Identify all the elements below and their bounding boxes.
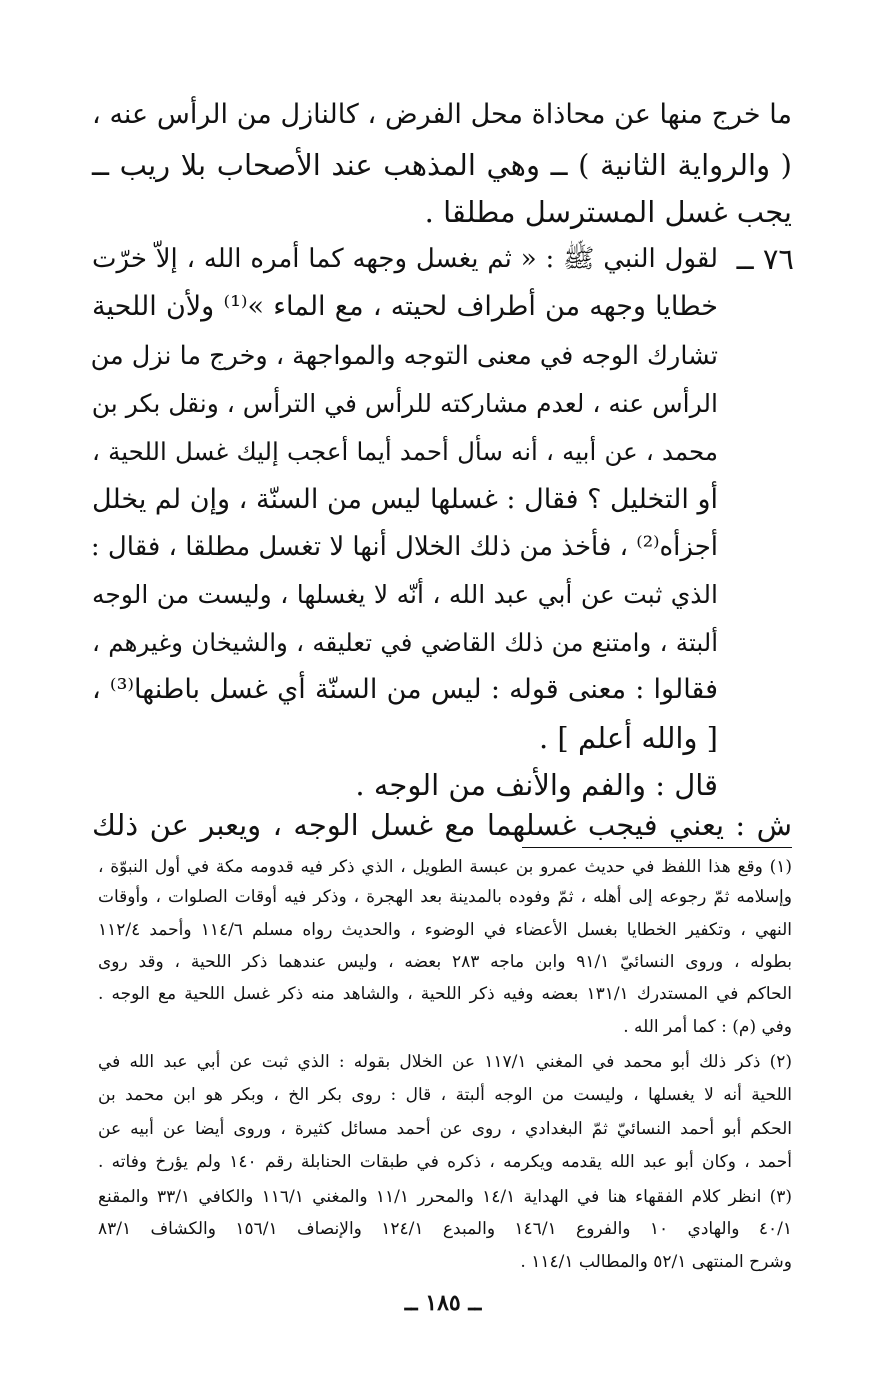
- footnote-line: (٣) انظر كلام الفقهاء هنا في الهداية ١٤/١ والمحرر ١١/١ والمغني ١١٦/١ والكافي ٣٣/١ والمقنع: [98, 1187, 793, 1207]
- main-text-line: [ والله أعلم ] .: [538, 721, 718, 755]
- main-text-line: أجزأه⁽²⁾ ، فأخذ من ذلك الخلال أنها لا تغسل مطلقا ، فقال :: [90, 532, 718, 562]
- footnote-line: وإسلامه ثمّ رجوعه إلى أهله ، ثمّ وفوده بالمدينة بعد الهجرة ، وذكر فيه أوقات الصلوات ، وأوقات: [98, 887, 792, 907]
- footnote-line: (٢) ذكر ذلك أبو محمد في المغني ١١٧/١ عن الخلال بقوله : الذي ثبت عن أبي عبد الله في: [98, 1052, 792, 1072]
- main-text-line: لقول النبي ﷺ : « ثم يغسل وجهه كما أمره الله ، إلاّ خرّت: [92, 244, 718, 274]
- main-text-line: ألبتة ، وامتنع من ذلك القاضي في تعليقه ، والشيخان وغيرهم ،: [92, 628, 718, 657]
- footnote-line: ٤٠/١ والهادي ١٠ والفروع ١٤٦/١ والمبدع ١٢٤/١ والإنصاف ١٥٦/١ والكشاف ٨٣/١: [98, 1219, 793, 1239]
- main-text-line: خطايا وجهه من أطراف لحيته ، مع الماء »⁽¹⁾ ولأن اللحية: [92, 291, 718, 322]
- footnote-separator: [522, 847, 792, 848]
- main-text-line: أو التخليل ؟ فقال : غسلها ليس من السنّة ، وإن لم يخلل: [92, 484, 718, 515]
- main-text-line: ش : يعني فيجب غسلهما مع غسل الوجه ، ويعبر عن ذلك: [92, 808, 792, 842]
- main-text-line: محمد ، عن أبيه ، أنه سأل أحمد أيما أعجب إليك غسل اللحية ،: [92, 437, 718, 466]
- footnote-line: أحمد ، وكان أبو عبد الله يقدمه ويكرمه ، ذكره في طبقات الحنابلة رقم ١٤٠ ولم يؤرخ وفاته .: [98, 1152, 792, 1172]
- footnote-line: وفي (م) : كما أمر الله .: [623, 1017, 792, 1037]
- footnote-line: (١) وقع هذا اللفظ في حديث عمرو بن عبسة الطويل ، الذي ذكر فيه قدومه مكة في أول النبوّة ،: [98, 857, 792, 877]
- footnote-line: اللحية أنه لا يغسلها ، وليست من الوجه ألبتة ، قال : روى بكر الخ ، وبكر هو ابن محمد بن: [98, 1085, 792, 1105]
- main-text-line: ما خرج منها عن محاذاة محل الفرض ، كالنازل من الرأس عنه ،: [92, 99, 792, 130]
- main-text-line: قال : والفم والأنف من الوجه .: [355, 768, 718, 802]
- footnote-line: النهي ، وتكفير الخطايا بغسل الأعضاء في الوضوء ، والحديث رواه مسلم ١١٤/٦ وأحمد ١١٢/٤: [98, 920, 792, 940]
- item-number: ٧٦ ــ: [736, 242, 794, 276]
- main-text-line: ( والرواية الثانية ) ــ وهي المذهب عند الأصحاب بلا ريب ــ: [92, 148, 792, 182]
- page-number: ــ ١٨٥ ــ: [404, 1290, 482, 1316]
- main-text-line: الرأس عنه ، لعدم مشاركته للرأس في الترأس ، ونقل بكر بن: [91, 389, 718, 418]
- footnote-line: الحكم أبو أحمد النسائيّ ثمّ البغدادي ، روى عن أحمد مسائل كثيرة ، وروى أيضا عن أبيه عن: [98, 1119, 792, 1139]
- main-text-line: الذي ثبت عن أبي عبد الله ، أنّه لا يغسلها ، وليست من الوجه: [92, 580, 718, 609]
- main-text-line: فقالوا : معنى قوله : ليس من السنّة أي غسل باطنها⁽³⁾ ،: [92, 674, 719, 705]
- main-text-line: تشارك الوجه في معنى التوجه والمواجهة ، وخرج ما نزل من: [90, 341, 718, 371]
- footnote-line: وشرح المنتهى ٥٢/١ والمطالب ١١٤/١ .: [520, 1252, 792, 1272]
- main-text-line: يجب غسل المسترسل مطلقا .: [424, 195, 792, 229]
- footnote-line: بطوله ، وروى النسائيّ ٩١/١ وابن ماجه ٢٨٣ بعضه ، وليس عندهما ذكر اللحية ، وقد روى: [98, 952, 792, 972]
- footnote-line: الحاكم في المستدرك ١٣١/١ بعضه وفيه ذكر اللحية ، والشاهد منه ذكر غسل اللحية مع الوجه .: [98, 984, 792, 1004]
